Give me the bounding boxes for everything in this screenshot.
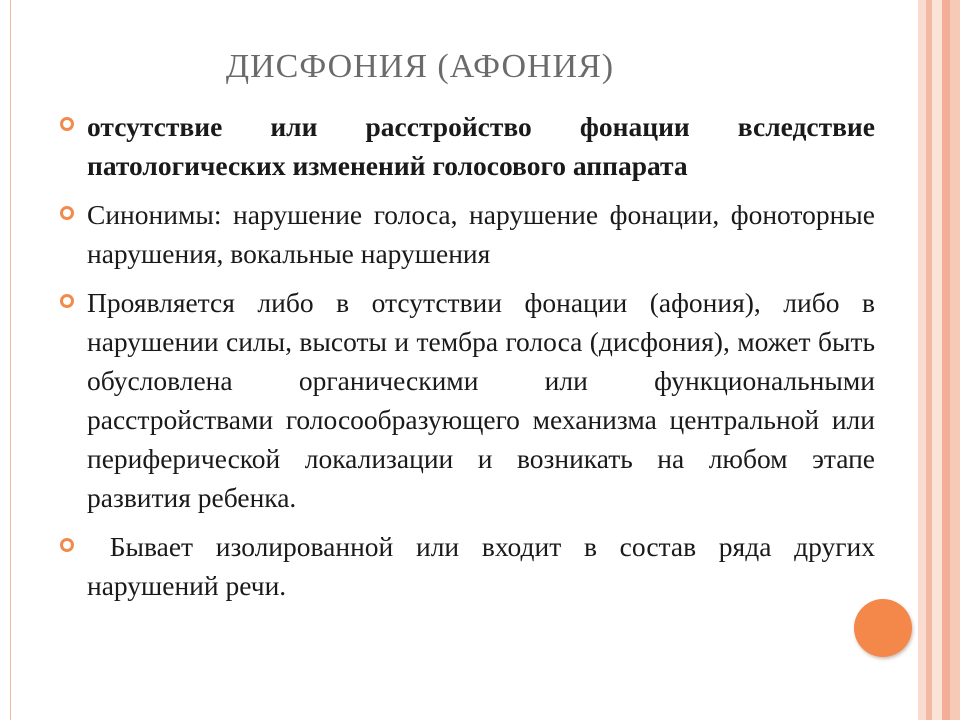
slide-content	[60, 107, 882, 615]
bullet-item	[60, 195, 875, 273]
stripe	[918, 0, 926, 720]
stripe	[942, 0, 950, 720]
bullet-marker-icon	[60, 294, 74, 308]
slide-title: ДИСФОНИЯ (АФОНИЯ)	[225, 48, 615, 85]
bullet-marker-icon	[60, 206, 74, 220]
slide-frame-line	[10, 0, 11, 720]
bullet-text: Бывает изолированной или входит в состав ряда других нарушений речи.	[87, 531, 882, 601]
bullet-text: отсутствие или расстройство фонации вследствие патологических изменений голосового аппарата	[87, 111, 875, 181]
bullet-item	[60, 527, 882, 605]
bullet-marker-icon	[60, 538, 74, 552]
bullet-item	[60, 107, 875, 185]
stripe	[932, 0, 942, 720]
stripe	[950, 0, 960, 720]
bullet-text: Проявляется либо в отсутствии фонации (афония), либо в нарушении силы, высоты и тембра голоса (дисфония), может быть обусловлена органическими или функциональными расстройствами голосообразующего механизма центральной или периферической локализации и возникать на любом этапе развития ребенка.	[87, 287, 875, 513]
bullet-text: Синонимы: нарушение голоса, нарушение фонации, фоноторные нарушения, вокальные нарушения	[87, 199, 875, 269]
bullet-marker-icon	[60, 117, 74, 131]
decorative-orange-circle	[854, 599, 912, 657]
bullet-item	[60, 283, 875, 517]
